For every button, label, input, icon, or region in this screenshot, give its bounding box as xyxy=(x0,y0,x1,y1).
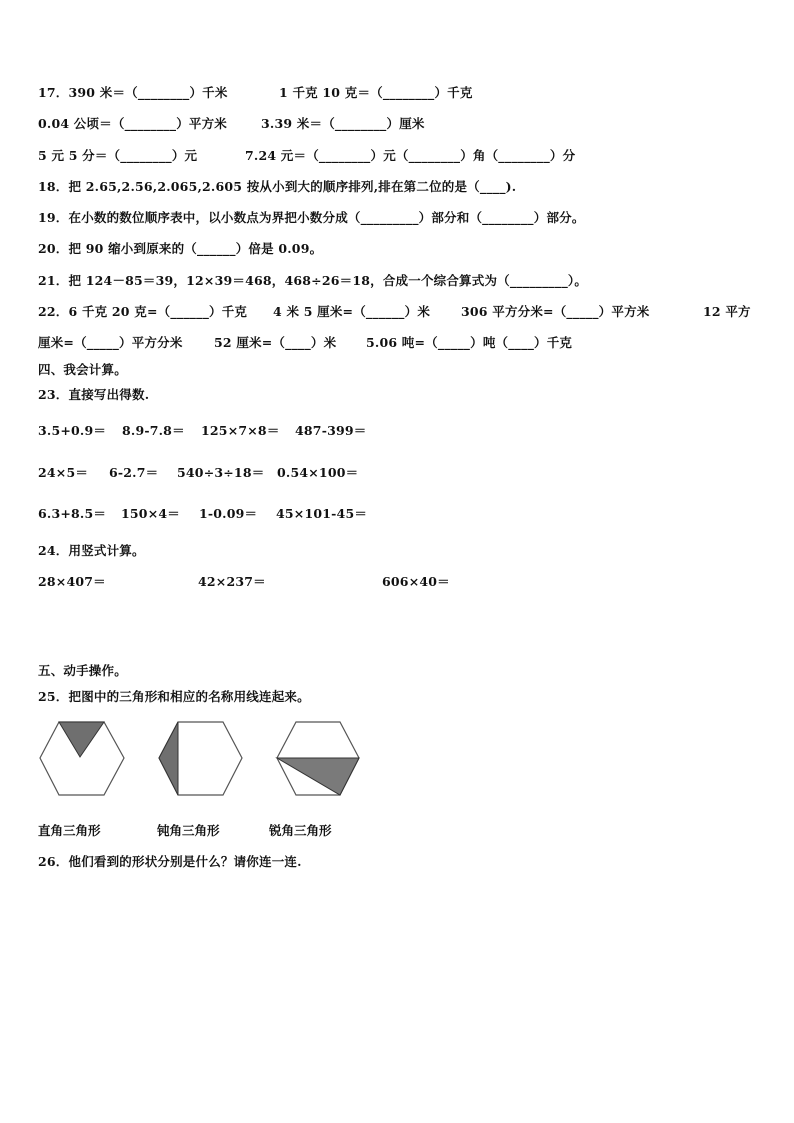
q25-label-acute-triangle: 锐角三角形 xyxy=(269,823,332,838)
q22-part-e: 厘米=（_____）平方分米 xyxy=(38,335,183,350)
q23-r3-c4: 45×101-45＝ xyxy=(276,506,368,521)
q23-r3-c2: 150×4＝ xyxy=(121,506,180,521)
q23-r2-c4: 0.54×100＝ xyxy=(277,465,359,480)
q22-part-f: 52 厘米=（____）米 xyxy=(214,335,337,350)
q23-r3-c1: 6.3+8.5＝ xyxy=(38,506,107,521)
q17-line3-left: 5 元 5 分＝（________）元 xyxy=(38,148,198,163)
section-five-heading: 五、动手操作。 xyxy=(38,663,127,678)
q18-text: 18．把 2.65,2.56,2.065,2.605 按从小到大的顺序排列,排在第二位的是（____). xyxy=(38,179,517,194)
q23-r1-c2: 8.9-7.8＝ xyxy=(122,423,185,438)
q23-r2-c1: 24×5＝ xyxy=(38,465,89,480)
q26-text: 26．他们看到的形状分别是什么？请你连一连. xyxy=(38,854,302,869)
hexagon-figure-acute-triangle xyxy=(274,719,364,799)
q24-title: 24．用竖式计算。 xyxy=(38,543,145,558)
q23-r3-c3: 1-0.09＝ xyxy=(199,506,258,521)
q23-r2-c3: 540÷3÷18＝ xyxy=(177,465,265,480)
q24-item-1: 28×407＝ xyxy=(38,574,106,589)
q23-r1-c1: 3.5+0.9＝ xyxy=(38,423,107,438)
q22-part-d: 12 平方 xyxy=(703,304,751,319)
q25-label-obtuse-triangle: 钝角三角形 xyxy=(157,823,220,838)
q17-line1-right: 1 千克 10 克＝（________）千克 xyxy=(279,85,473,100)
q23-r1-c4: 487-399＝ xyxy=(295,423,367,438)
q22-part-a: 22．6 千克 20 克=（______）千克 xyxy=(38,304,248,319)
q23-title: 23．直接写出得数. xyxy=(38,387,150,402)
q24-item-3: 606×40＝ xyxy=(382,574,450,589)
q23-r2-c2: 6-2.7＝ xyxy=(109,465,159,480)
hexagon-figure-right-triangle xyxy=(38,719,128,799)
q17-line2-right: 3.39 米＝（________）厘米 xyxy=(261,116,425,131)
q17-line1-left: 17．390 米＝（________）千米 xyxy=(38,85,228,100)
q20-text: 20．把 90 缩小到原来的（______）倍是 0.09。 xyxy=(38,241,323,256)
q21-text: 21．把 124－85＝39，12×39＝468，468÷26＝18，合成一个综合算式为（_________）。 xyxy=(38,273,588,288)
q22-part-b: 4 米 5 厘米=（______）米 xyxy=(273,304,431,319)
q19-text: 19．在小数的数位顺序表中，以小数点为界把小数分成（_________）部分和（________）部分。 xyxy=(38,210,585,225)
q23-r1-c3: 125×7×8＝ xyxy=(201,423,280,438)
hexagon-figure-obtuse-triangle xyxy=(156,719,246,799)
q22-part-g: 5.06 吨=（_____）吨（____）千克 xyxy=(366,335,573,350)
q17-line2-left: 0.04 公顷＝（________）平方米 xyxy=(38,116,227,131)
q22-part-c: 306 平方分米=（_____）平方米 xyxy=(461,304,650,319)
q25-label-right-triangle: 直角三角形 xyxy=(38,823,101,838)
q25-title: 25．把图中的三角形和相应的名称用线连起来。 xyxy=(38,689,310,704)
section-four-heading: 四、我会计算。 xyxy=(38,362,127,377)
q24-item-2: 42×237＝ xyxy=(198,574,266,589)
q17-line3-right: 7.24 元＝（________）元（________）角（________）分 xyxy=(245,148,576,163)
